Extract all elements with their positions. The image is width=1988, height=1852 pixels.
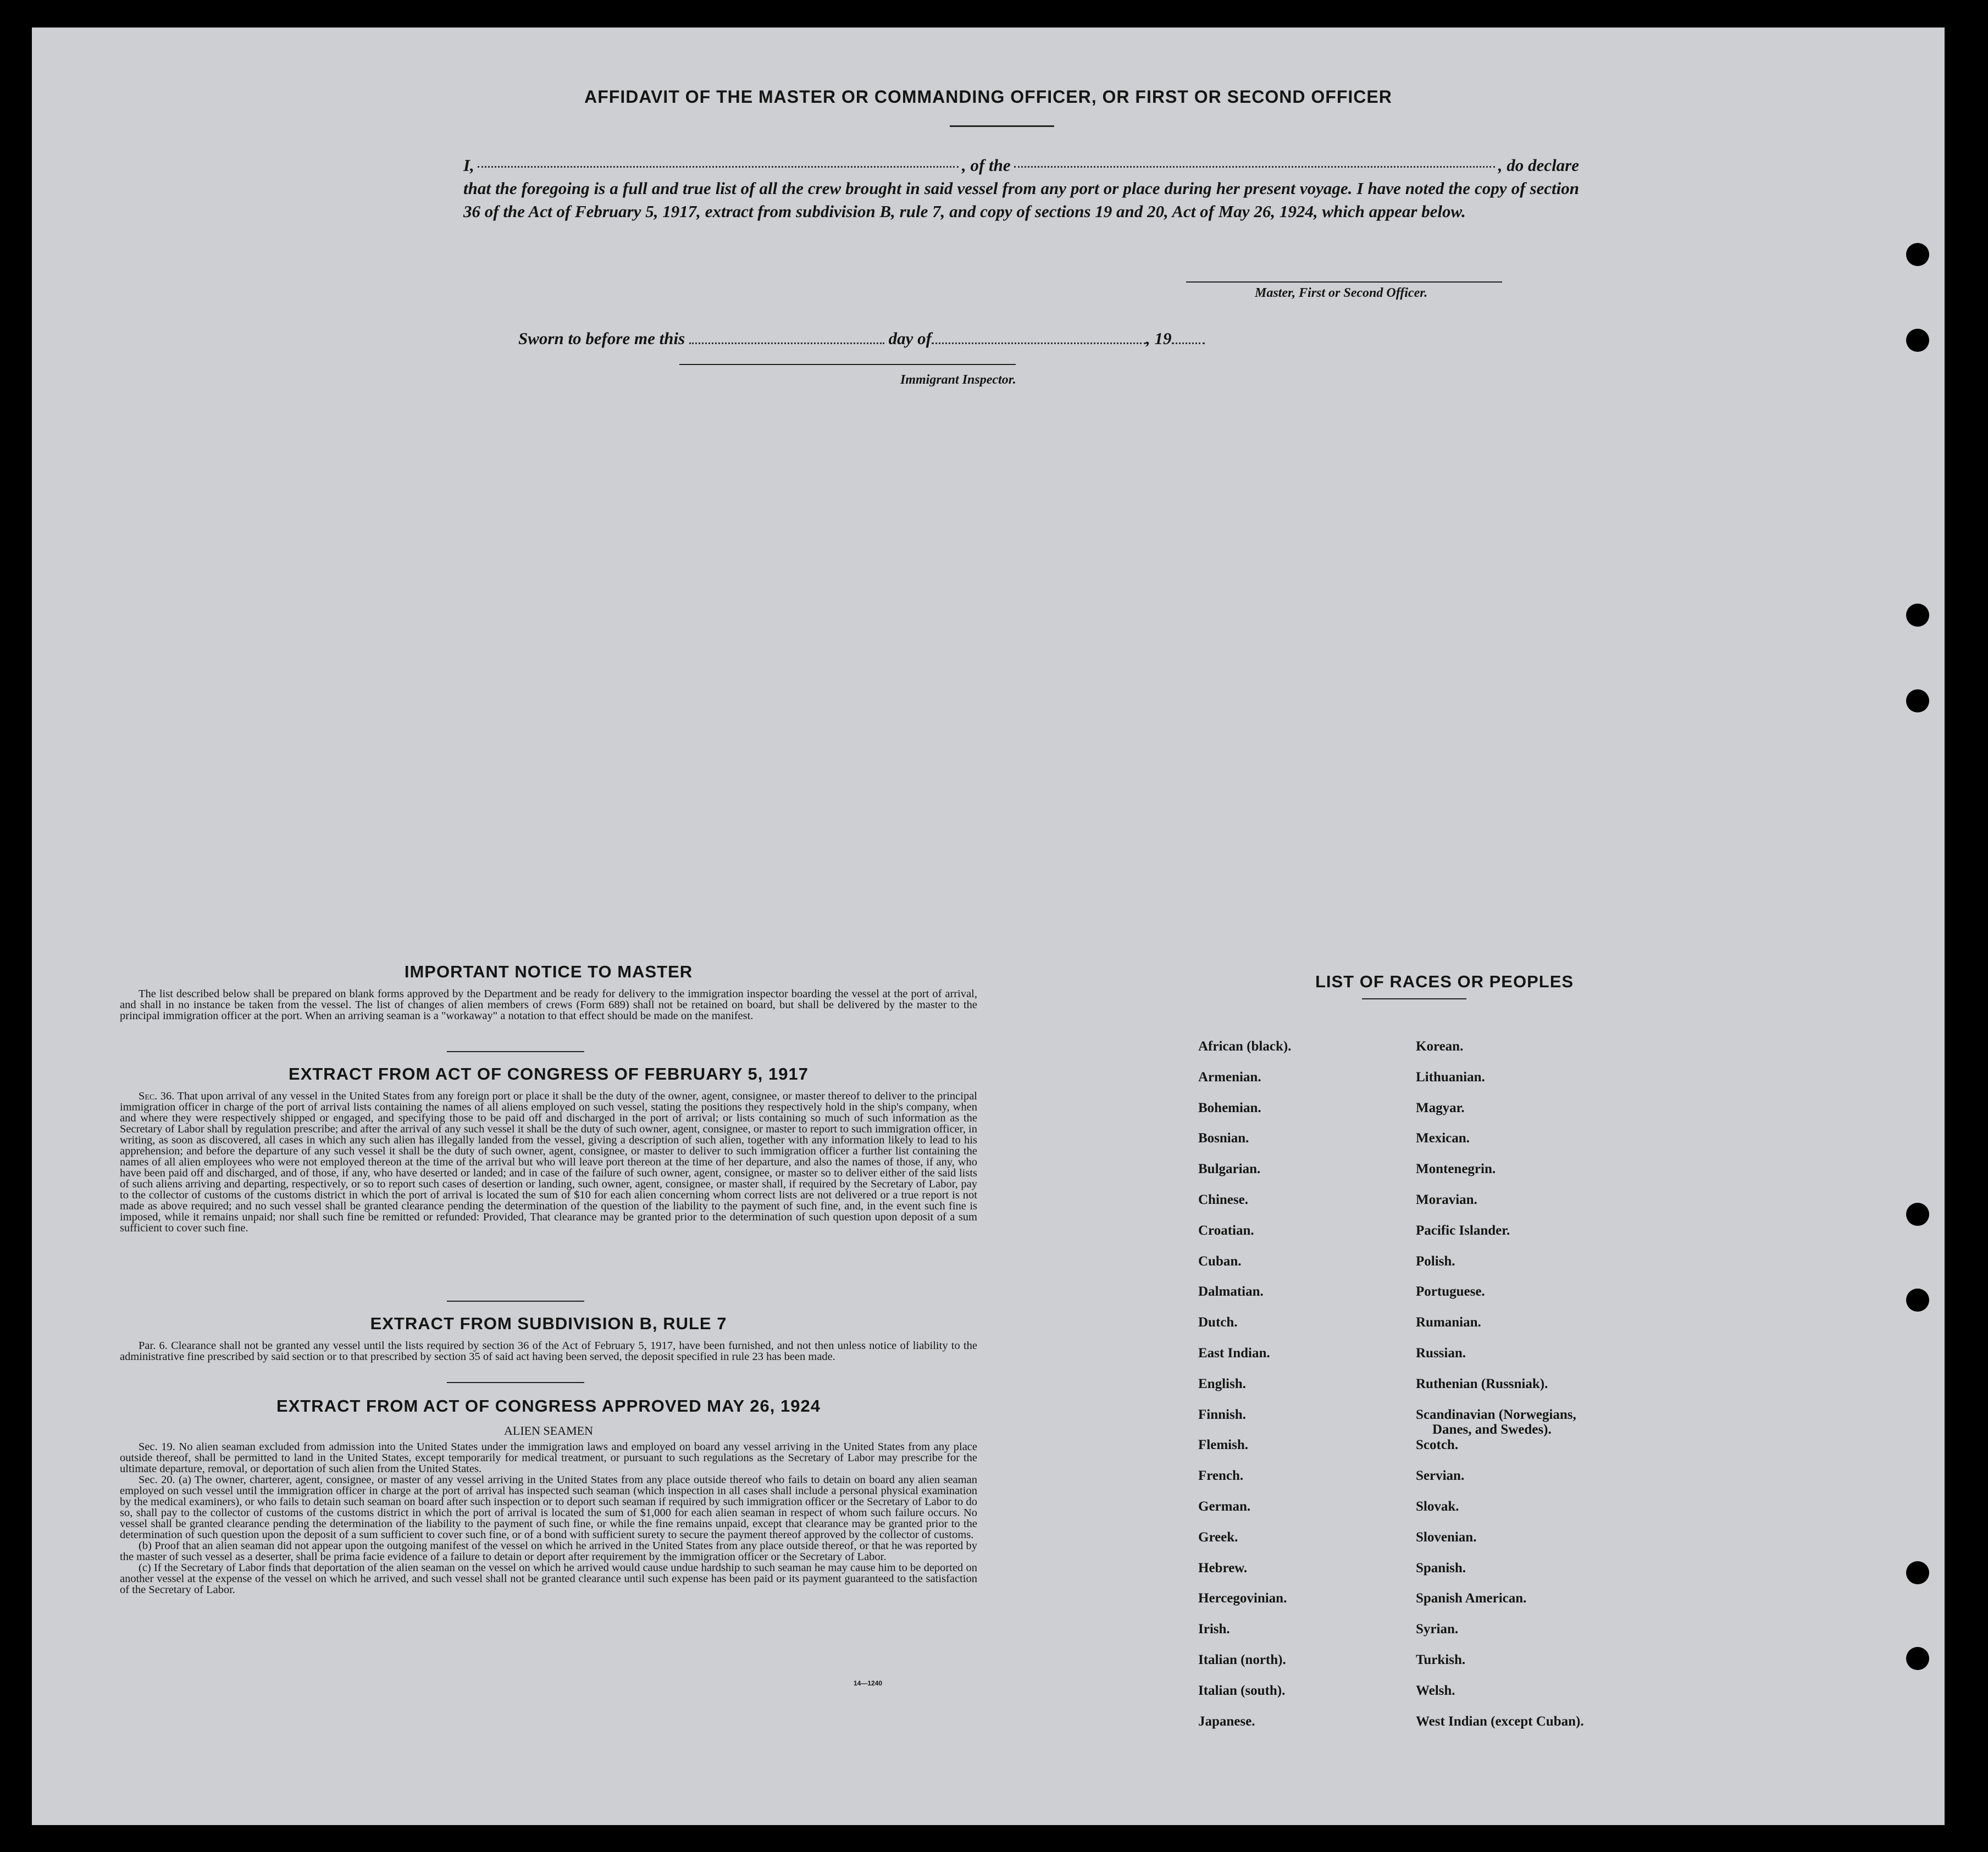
subdivision-b-title: EXTRACT FROM SUBDIVISION B, RULE 7 (370, 1314, 727, 1333)
race-item: Dutch. (1198, 1315, 1238, 1330)
race-item: Italian (north). (1198, 1652, 1286, 1667)
affidavit-i: I, (463, 156, 474, 175)
race-item: Mexican. (1416, 1131, 1470, 1146)
section-divider (447, 1382, 584, 1383)
race-item: Russian. (1416, 1345, 1466, 1361)
race-item: Ruthenian (Russniak). (1416, 1376, 1548, 1391)
races-divider (1362, 998, 1466, 999)
race-item: Finnish. (1198, 1407, 1246, 1422)
signature-caption: Master, First or Second Officer. (1255, 286, 1428, 300)
race-item (1416, 1407, 1584, 1438)
race-item: Chinese. (1198, 1192, 1248, 1207)
sec-20b-paragraph: (b) Proof that an alien seaman did not appear upon the outgoing manifest of the vessel on which he arrived in the United States from any place outside thereof, or that he was reported by the master of such vessel as a deserter, shall be prima facie evidence of a failure to detain or deport after requirement by the immigration officer or the Secretary of Labor. (120, 1540, 977, 1563)
race-item: Scotch. (1416, 1438, 1459, 1453)
inspector-line (679, 364, 1016, 365)
race-item: Flemish. (1198, 1438, 1248, 1453)
race-item: Hebrew. (1198, 1560, 1248, 1575)
race-item: Bohemian. (1198, 1100, 1261, 1115)
subdivision-b-text (120, 1340, 977, 1362)
race-item: Moravian. (1416, 1192, 1477, 1207)
race-item: Japanese. (1198, 1713, 1255, 1729)
race-item: English. (1198, 1376, 1246, 1391)
binder-hole (1906, 1289, 1929, 1312)
race-item: Lithuanian. (1416, 1069, 1485, 1085)
race-item-scandinavian: Scandinavian (Norwegians, (1416, 1407, 1576, 1422)
race-item: Syrian. (1416, 1622, 1459, 1637)
affidavit-body: that the foregoing is a full and true list of all the crew brought in said vessel from any port or place during her present voyage. I have noted the copy of section 36 of the Act of February 5, 1917, extract from subdivision B, rule 7, and copy of sections 19 and 20, Act of May 26, 1924, which appear below. (463, 179, 1579, 221)
sworn-year-blank (1172, 342, 1205, 344)
extract-1924-title: EXTRACT FROM ACT OF CONGRESS APPROVED MAY 26, 1924 (276, 1396, 821, 1416)
affidavit-of-the: , of the (961, 156, 1011, 175)
race-item: Italian (south). (1198, 1683, 1286, 1698)
race-item: French. (1198, 1468, 1244, 1484)
race-item: Magyar. (1416, 1100, 1465, 1115)
par-6-paragraph: Par. 6. Clearance shall not be granted any vessel until the lists required by section 36 of the Act of February 5, 1917, have been furnished, and not then unless notice of liability to the administrative fine prescribed by said section or to that prescribed by section 35 of said act having been served, the deposit specified in rule 23 has been made. (120, 1340, 977, 1363)
race-item: Slovak. (1416, 1499, 1459, 1514)
notice-title: IMPORTANT NOTICE TO MASTER (404, 962, 693, 981)
race-item: Irish. (1198, 1622, 1230, 1637)
extract-1917-title: EXTRACT FROM ACT OF CONGRESS OF FEBRUARY 5, 1917 (289, 1064, 809, 1083)
race-item: West Indian (except Cuban). (1416, 1713, 1584, 1729)
section-divider (447, 1051, 584, 1052)
race-item: Polish. (1416, 1253, 1455, 1269)
race-item: Portuguese. (1416, 1284, 1485, 1300)
extract-1917-text (120, 1091, 977, 1234)
sworn-day-blank (689, 342, 884, 344)
race-item: German. (1198, 1499, 1251, 1514)
binder-hole (1906, 604, 1929, 627)
race-item: Bosnian. (1198, 1131, 1249, 1146)
race-item: Spanish American. (1416, 1591, 1527, 1606)
race-item: Welsh. (1416, 1683, 1455, 1698)
race-item: Spanish. (1416, 1560, 1466, 1575)
inspector-caption: Immigrant Inspector. (900, 373, 1016, 387)
race-item: Montenegrin. (1416, 1162, 1496, 1177)
race-item: Rumanian. (1416, 1315, 1481, 1330)
sworn-day: day of (888, 329, 932, 348)
race-item: Slovenian. (1416, 1529, 1477, 1545)
sec-20a-paragraph: Sec. 20. (a) The owner, charterer, agent, consignee, or master of any vessel arriving in the United States from any place outside thereof who fails to detain on board any alien seaman employed on such vessel until the immigration officer in charge at the port of arrival has inspected such seaman (which inspection in all cases shall include a personal physical examination by the medical examiners), or who fails to detain such seaman on board after such inspection or to deport such seaman if required by such immigration officer or the Secretary of Labor to do so, shall pay to the collector of customs of the customs district in which the port of arrival is located the sum of $1,000 for each alien seaman in respect of whom such failure occurs. No vessel shall be granted clearance pending the determination of the liability to the payment of such fine, or while the fine remains unpaid, except that clearance may be granted prior to the determination of such question upon the deposit of a sum sufficient to cover such fine, or of a bond with sufficient surety to secure the payment thereof approved by the collector of customs. (120, 1474, 977, 1541)
race-item: Croatian. (1198, 1223, 1254, 1238)
title-divider (950, 125, 1054, 127)
notice-paragraph: The list described below shall be prepared on blank forms approved by the Department and be ready for delivery to the immigration inspector boarding the vessel at the port of arrival, and shall in no instance be taken from the vessel. The list of changes of alien members of crews (Form 689) shall not be retained on board, but shall be delivered by the master to the principal immigration officer at the port. When an arriving seaman is a "workaway" a notation to that effect should be made on the manifest. (120, 988, 977, 1022)
alien-seamen-subtitle: ALIEN SEAMEN (504, 1424, 593, 1438)
race-item: Dalmatian. (1198, 1284, 1264, 1300)
sworn-line (518, 329, 1205, 349)
sec-36-paragraph (120, 1091, 977, 1234)
sec-19-paragraph: Sec. 19. No alien seaman excluded from admission into the United States under the immigration laws and employed on board any vessel arriving in the United States from any place outside thereof, shall be permitted to land in the United States, except temporarily for medical treatment, or pursuant to such regulations as the Secretary of Labor may prescribe for the ultimate departure, removal, or deportation of such alien from the United States. (120, 1441, 977, 1475)
races-title: LIST OF RACES OR PEOPLES (1315, 972, 1574, 991)
race-item: Bulgarian. (1198, 1162, 1261, 1177)
race-item: Korean. (1416, 1039, 1464, 1054)
race-item: Pacific Islander. (1416, 1223, 1510, 1238)
race-item-scandinavian-cont: Danes, and Swedes). (1432, 1422, 1552, 1437)
vessel-blank (1014, 166, 1495, 168)
sworn-prefix: Sworn to before me this (518, 329, 685, 348)
section-divider (447, 1301, 584, 1302)
sworn-month-blank (932, 342, 1146, 344)
race-item: Servian. (1416, 1468, 1465, 1484)
binder-hole (1906, 243, 1929, 266)
notice-text (120, 988, 977, 1021)
extract-1924-text (120, 1441, 977, 1595)
sworn-year: , 19 (1146, 329, 1172, 348)
binder-hole (1906, 1561, 1929, 1584)
form-number: 14—1240 (854, 1679, 883, 1687)
race-item: Turkish. (1416, 1652, 1466, 1667)
binder-hole (1906, 1203, 1929, 1226)
race-item: Greek. (1198, 1529, 1238, 1545)
document-page (32, 27, 1945, 1825)
race-item: Hercegovinian. (1198, 1591, 1287, 1606)
races-column-1 (1198, 1039, 1291, 1744)
affidavit-declare: , do declare (1498, 156, 1580, 175)
binder-hole (1906, 689, 1929, 712)
sec-36-text: That upon arrival of any vessel in the United States from any foreign port or place it shall be the duty of the owner, agent, consignee, or master thereof to deliver to the principal immigration officer in charge of the port of arrival lists containing the names of all aliens employed on such vessel, stating the positions they respectively hold in the ship's company, when and where they were respectively shipped or engaged, and specifying those to be paid off and discharged in the port of arrival; or lists containing so much of such information as the Secretary of Labor shall by regulation prescribe; and after the arrival of any such vessel it shall be the duty of such owner, agent, consignee, or master to report to such immigration officer, in writing, as soon as discovered, all cases in which any such alien has illegally landed from the vessel, giving a description of such alien, together with any information likely to lead to his apprehension; and before the departure of any such vessel it shall be the duty of such owner, agent, consignee, or master to deliver to such immigration officer a further list containing the names of all alien employees who were not employed thereon at the time of the arrival but who will leave port thereon at the time of her departure, and also the names of those, if any, who have been paid off and discharged, and of those, if any, who have deserted or landed; and in case of the failure of such owner, agent, consignee, or master so to deliver either of the said lists of such aliens arriving and departing, respectively, or so to report such cases of desertion or landing, such owner, agent, consignee, or master shall, if required by the Secretary of Labor, pay to the collector of customs of the customs district in which the port of arrival is located the sum of $10 for each alien concerning whom correct lists are not delivered or a true report is not made as above required; and no such vessel shall be granted clearance pending the determination of the question of the liability to the payment of such fine, and, in the event such fine is imposed, while it remains unpaid; nor shall such fine be remitted or refunded: Provided, That clearance may be granted prior to the determination of such question upon deposit of a sum sufficient to cover such fine. (120, 1090, 977, 1234)
affidavit-title: AFFIDAVIT OF THE MASTER OR COMMANDING OFFICER, OR FIRST OR SECOND OFFICER (584, 87, 1392, 107)
affidavit-first-line (463, 154, 1579, 177)
sec-20c-paragraph: (c) If the Secretary of Labor finds that deportation of the alien seaman on the vessel on which he arrived would cause undue hardship to such seaman he may cause him to be deported on another vessel at the expense of the vessel on which he arrived, and such vessel shall not be granted clearance until such expense has been paid or its payment guaranteed to the satisfaction of the Secretary of Labor. (120, 1562, 977, 1596)
races-column-2 (1416, 1039, 1584, 1744)
binder-hole (1906, 1647, 1929, 1670)
affidavit-text (463, 154, 1579, 223)
race-item: Armenian. (1198, 1069, 1261, 1085)
race-item: African (black). (1198, 1039, 1292, 1054)
binder-hole (1906, 329, 1929, 352)
sec-36-label: Sec. 36. (139, 1090, 175, 1102)
race-item: East Indian. (1198, 1345, 1270, 1361)
signature-line (1186, 281, 1502, 283)
name-blank (478, 166, 959, 168)
race-item: Cuban. (1198, 1253, 1242, 1269)
